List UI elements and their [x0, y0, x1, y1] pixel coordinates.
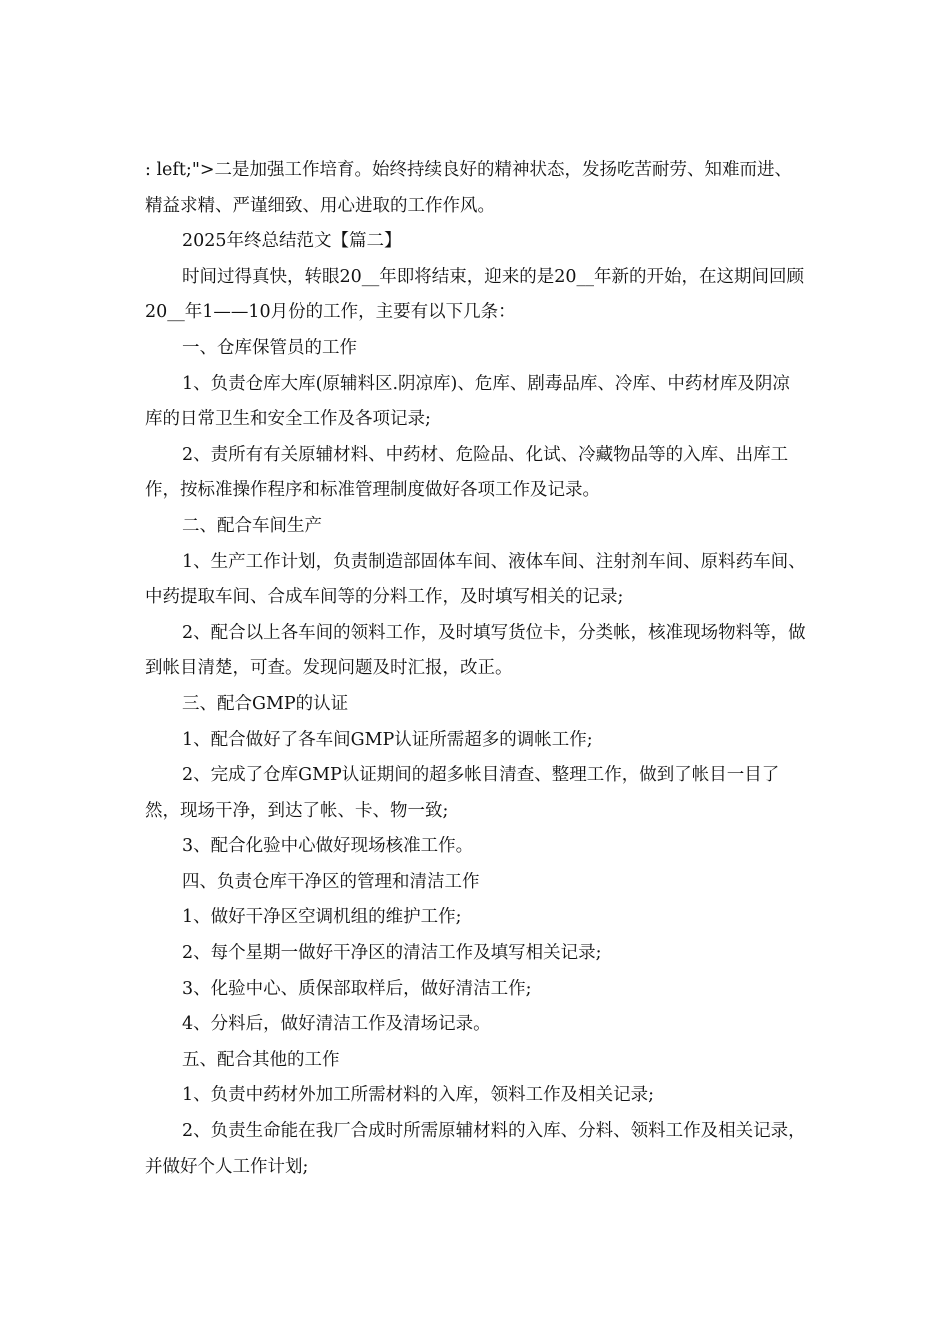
list-item: 1、生产工作计划，负责制造部固体车间、液体车间、注射剂车间、原料药车间、中药提取车间、合成车间等的分料工作，及时填写相关的记录; — [145, 551, 806, 608]
paragraph-intro: 时间过得真快，转眼20__年即将结束，迎来的是20__年新的开始，在这期间回顾20__年1——10月份的工作，主要有以下几条： — [145, 266, 805, 323]
document-body — [145, 153, 807, 1185]
list-item: 4、分料后，做好清洁工作及清场记录。 — [182, 1014, 491, 1035]
heading-3: 三、配合GMP的认证 — [182, 693, 349, 714]
list-item: 3、化验中心、质保部取样后，做好清洁工作; — [182, 978, 532, 999]
list-item: 3、配合化验中心做好现场核准工作。 — [182, 836, 474, 857]
list-item: 1、配合做好了各车间GMP认证所需超多的调帐工作; — [182, 729, 593, 750]
paragraph-continuation: : left;">二是加强工作培育。始终持续良好的精神状态，发扬吃苦耐劳、知难而进、精益求精、严谨细致、用心进取的工作作风。 — [145, 160, 793, 216]
list-item: 1、负责中药材外加工所需材料的入库，领料工作及相关记录; — [182, 1085, 655, 1106]
list-item: 1、做好干净区空调机组的维护工作; — [182, 907, 462, 928]
list-item: 2、负责生命能在我厂合成时所需原辅材料的入库、分料、领料工作及相关记录，并做好个人工作计划; — [145, 1121, 806, 1177]
heading-5: 五、配合其他的工作 — [182, 1049, 340, 1070]
list-item: 2、完成了仓库GMP认证期间的超多帐目清查、整理工作，做到了帐目一目了然，现场干净，到达了帐、卡、物一致; — [145, 765, 780, 821]
list-item: 2、配合以上各车间的领料工作，及时填写货位卡，分类帐，核准现场物料等，做到帐目清楚，可查。发现问题及时汇报，改正。 — [145, 622, 806, 679]
heading-4: 四、负责仓库干净区的管理和清洁工作 — [182, 871, 480, 892]
list-item: 1、负责仓库大库(原辅料区.阴凉库)、危库、剧毒品库、冷库、中药材库及阴凉库的日常卫生和安全工作及各项记录; — [145, 373, 790, 430]
list-item: 2、每个星期一做好干净区的清洁工作及填写相关记录; — [182, 943, 602, 964]
section-title: 2025年终总结范文【篇二】 — [182, 231, 402, 252]
list-item: 2、责所有有关原辅材料、中药材、危险品、化试、冷藏物品等的入库、出库工作，按标准操作程序和标准管理制度做好各项工作及记录。 — [145, 444, 789, 501]
heading-2: 二、配合车间生产 — [182, 515, 322, 536]
heading-1: 一、仓库保管员的工作 — [182, 337, 357, 358]
